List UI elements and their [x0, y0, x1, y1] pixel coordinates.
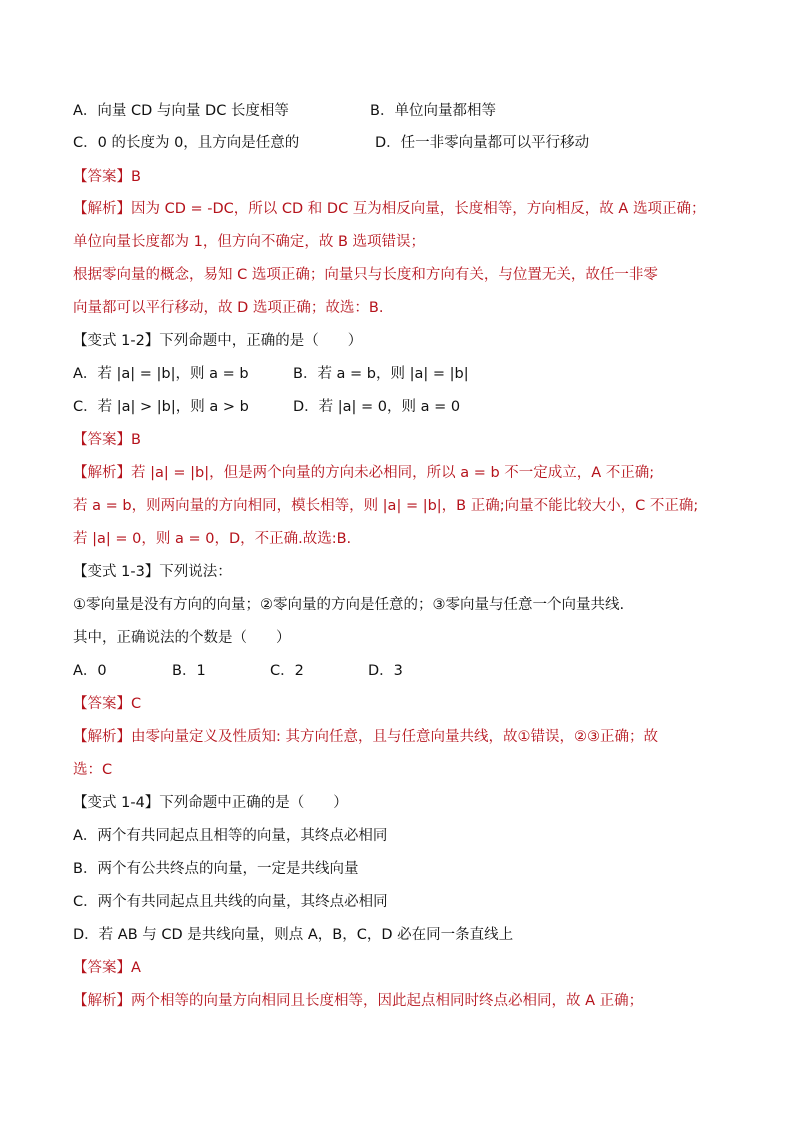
q3-title: [73, 561, 232, 583]
q1-explanation-line-1: [73, 198, 705, 220]
answer-value: B: [131, 432, 141, 448]
q2-answer: [73, 429, 141, 451]
q1-answer: [73, 166, 141, 188]
question-text: 下列说法：: [159, 564, 232, 580]
q3-question: 其中，正确说法的个数是（ ）: [73, 630, 291, 646]
q4-option-a: A．两个有共同起点且相等的向量，其终点必相同: [73, 828, 388, 844]
q3-explanation-line-1: [73, 726, 658, 748]
q4-answer: [73, 957, 141, 979]
explanation-text: 若 |a| = |b|，但是两个向量的方向未必相同，所以 a = b 不一定成立，A 不正确;: [131, 465, 655, 481]
q3-option-b: B．1: [172, 663, 206, 679]
q1-option-a: A．向量 CD 与向量 DC 长度相等: [73, 103, 289, 119]
q2-option-a: A．若 |a| = |b|，则 a = b: [73, 366, 249, 382]
question-text: 下列命题中，正确的是（ ）: [159, 333, 363, 349]
explanation-tag: 【解析】: [73, 993, 131, 1009]
q1-explanation-line-4: 向量都可以平行移动，故 D 选项正确；故选：B.: [73, 300, 384, 316]
q3-option-c: C．2: [270, 663, 304, 679]
q3-answer: [73, 693, 141, 715]
q4-option-c: C．两个有共同起点且共线的向量，其终点必相同: [73, 894, 388, 910]
q1-option-b: B．单位向量都相等: [370, 103, 496, 119]
q2-option-d: D．若 |a| = 0，则 a = 0: [293, 399, 461, 415]
answer-value: B: [131, 169, 141, 185]
q3-statements: ①零向量是没有方向的向量；②零向量的方向是任意的；③零向量与任意一个向量共线.: [73, 597, 625, 613]
question-text: 下列命题中正确的是（ ）: [159, 795, 348, 811]
q4-option-b: B．两个有公共终点的向量，一定是共线向量: [73, 861, 359, 877]
answer-tag: 【答案】: [73, 960, 131, 976]
q1-option-d: D．任一非零向量都可以平行移动: [375, 135, 590, 151]
explanation-tag: 【解析】: [73, 465, 131, 481]
q1-explanation-line-3: 根据零向量的概念，易知 C 选项正确；向量只与长度和方向有关，与位置无关，故任一非零: [73, 267, 658, 283]
q2-option-c: C．若 |a| > |b|，则 a > b: [73, 399, 249, 415]
variant-tag: 【变式 1-3】: [73, 564, 160, 580]
q1-option-c: C．0 的长度为 0，且方向是任意的: [73, 135, 300, 151]
variant-tag: 【变式 1-2】: [73, 333, 160, 349]
explanation-tag: 【解析】: [73, 729, 131, 745]
q3-option-d: D．3: [368, 663, 403, 679]
q3-explanation-line-2: 选：C: [73, 762, 113, 778]
q2-explanation-line-1: [73, 462, 654, 484]
q4-explanation-line-1: [73, 990, 643, 1012]
answer-tag: 【答案】: [73, 169, 131, 185]
q2-title: [73, 330, 362, 352]
q3-option-a: A．0: [73, 663, 107, 679]
answer-value: C: [131, 696, 142, 712]
q4-title: [73, 792, 348, 814]
explanation-text: 两个相等的向量方向相同且长度相等，因此起点相同时终点必相同，故 A 正确；: [131, 993, 644, 1009]
q4-option-d: D．若 AB 与 CD 是共线向量，则点 A，B，C，D 必在同一条直线上: [73, 927, 514, 943]
answer-value: A: [131, 960, 141, 976]
variant-tag: 【变式 1-4】: [73, 795, 160, 811]
explanation-tag: 【解析】: [73, 201, 131, 217]
explanation-text: 因为 CD = -DC，所以 CD 和 DC 互为相反向量，长度相等，方向相反，故 A 选项正确；: [131, 201, 706, 217]
q2-option-b: B．若 a = b，则 |a| = |b|: [293, 366, 469, 382]
q1-explanation-line-2: 单位向量长度都为 1，但方向不确定，故 B 选项错误；: [73, 234, 425, 250]
q2-explanation-line-2: 若 a = b，则两向量的方向相同，模长相等，则 |a| = |b|，B 正确;向量不能比较大小，C 不正确;: [73, 498, 699, 514]
q2-explanation-line-3: 若 |a| = 0，则 a = 0，D，不正确.故选:B.: [73, 531, 352, 547]
answer-tag: 【答案】: [73, 696, 131, 712]
answer-tag: 【答案】: [73, 432, 131, 448]
explanation-text: 由零向量定义及性质知: 其方向任意，且与任意向量共线，故①错误，②③正确；故: [131, 729, 658, 745]
